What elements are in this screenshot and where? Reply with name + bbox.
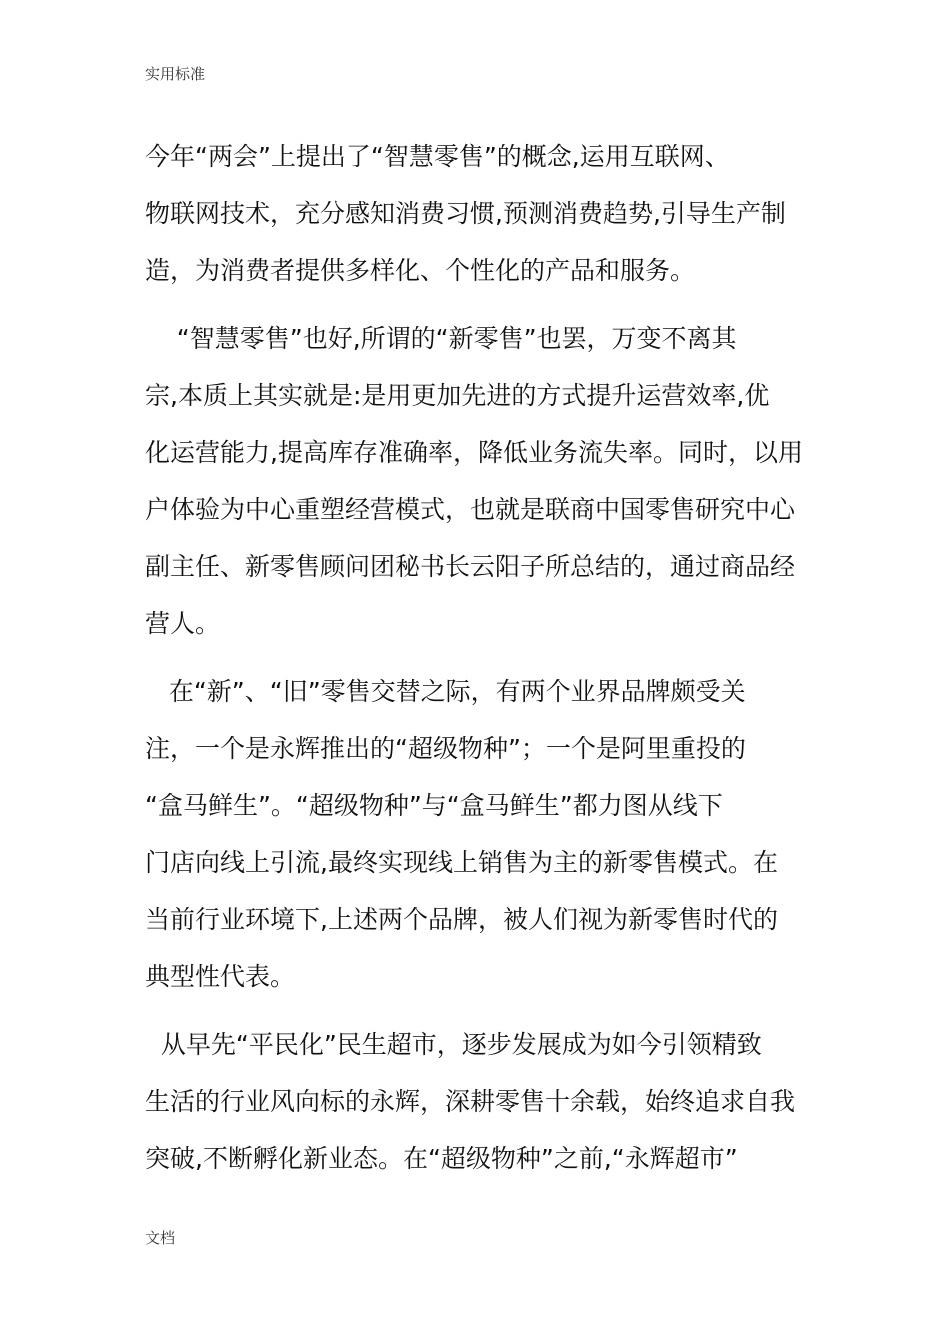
text-line: 户体验为中心重塑经营模式，也就是联商中国零售研究中心 <box>145 495 796 524</box>
text-line: 在“新”、“旧”零售交替之际，有两个业界品牌颇受关 <box>145 677 746 706</box>
text-line: 宗,本质上其实就是:是用更加先进的方式提升运营效率,优 <box>145 381 770 410</box>
text-line: 生活的行业风向标的永辉，深耕零售十余载，始终追求自我 <box>145 1087 796 1116</box>
text-line: 今年“两会”上提出了“智慧零售”的概念,运用互联网、 <box>145 142 730 171</box>
text-line: 副主任、新零售顾问团秘书长云阳子所总结的，通过商品经 <box>145 552 796 581</box>
text-line: 物联网技术，充分感知消费习惯,预测消费趋势,引导生产制 <box>145 199 786 228</box>
text-line: 典型性代表。 <box>145 962 296 991</box>
text-line: 造，为消费者提供多样化、个性化的产品和服务。 <box>145 256 696 285</box>
text-line: 化运营能力,提高库存准确率，降低业务流失率。同时，以用 <box>145 438 803 467</box>
text-line: 门店向线上引流,最终实现线上销售为主的新零售模式。在 <box>145 848 778 877</box>
paragraph-3 <box>145 663 810 1005</box>
text-line: 从早先“平民化”民生超市，逐步发展成为如今引领精致 <box>145 1030 762 1059</box>
paragraph-4 <box>145 1016 810 1187</box>
document-body <box>145 128 810 1187</box>
page-header: 实用标准 <box>145 65 206 83</box>
paragraph-2 <box>145 310 810 652</box>
text-line: “盒马鲜生”。“超级物种”与“盒马鲜生”都力图从线下 <box>145 791 723 820</box>
page-footer: 文档 <box>145 1229 176 1247</box>
text-line: 当前行业环境下,上述两个品牌，被人们视为新零售时代的 <box>145 905 778 934</box>
text-line: 营人。 <box>145 609 221 638</box>
text-line: 突破,不断孵化新业态。在“超级物种”之前,“永辉超市” <box>145 1144 738 1173</box>
text-line: 注，一个是永辉推出的“超级物种”；一个是阿里重投的 <box>145 734 746 763</box>
paragraph-1 <box>145 128 810 299</box>
text-line: “智慧零售”也好,所谓的“新零售”也罢，万变不离其 <box>145 324 737 353</box>
